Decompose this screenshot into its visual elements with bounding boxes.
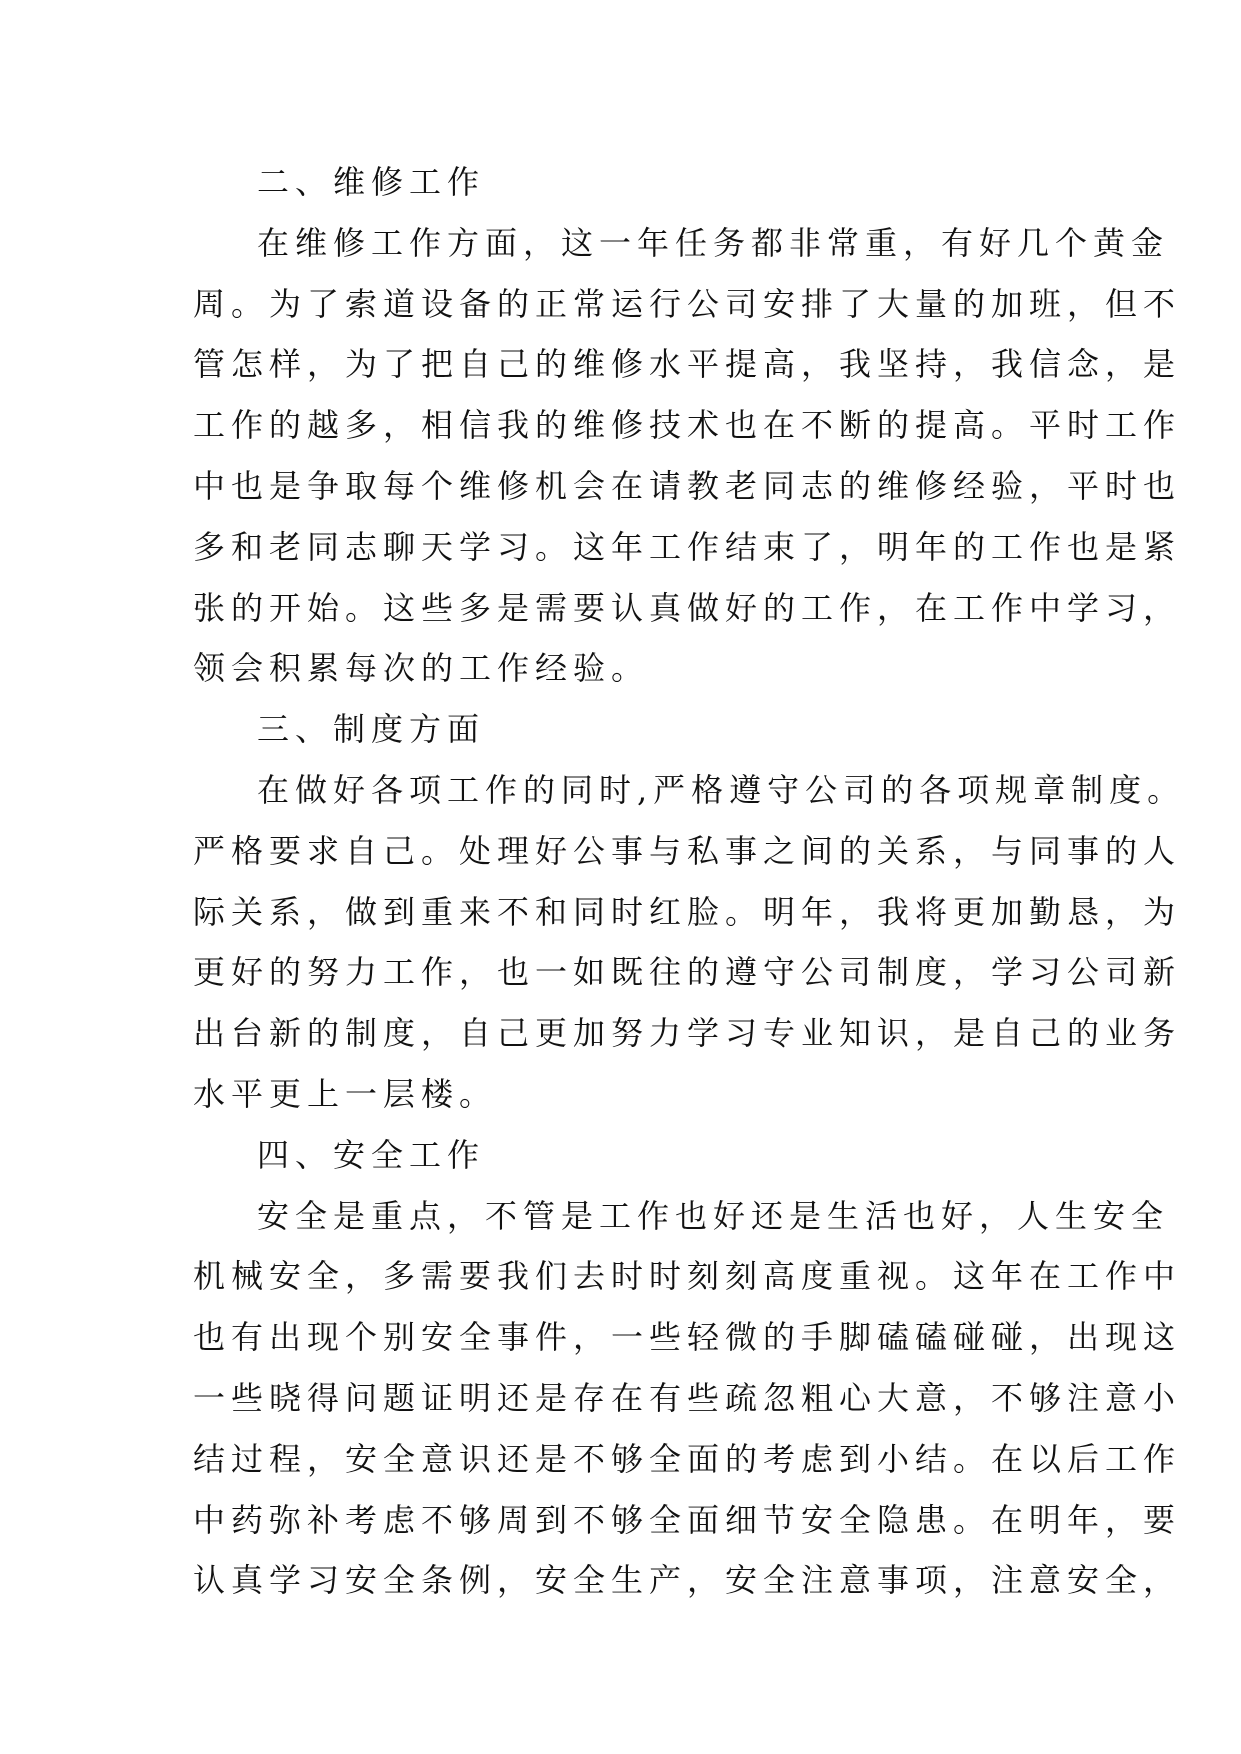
text-line: 工作的越多，相信我的维修技术也在不断的提高。平时工作 [193,406,1182,445]
text-line: 多和老同志聊天学习。这年工作结束了，明年的工作也是紧 [193,527,1182,566]
text-line: 周。为了索道设备的正常运行公司安排了大量的加班，但不 [193,284,1182,323]
text-line: 水平更上一层楼。 [193,1074,498,1113]
text-line: 一些晓得问题证明还是存在有些疏忽粗心大意，不够注意小 [193,1378,1182,1417]
text-line: 严格要求自己。处理好公事与私事之间的关系，与同事的人 [193,831,1182,870]
paragraph-start-line: 在做好各项工作的同时,严格遵守公司的各项规章制度。 [257,770,1186,809]
text-line: 中药弥补考虑不够周到不够全面细节安全隐患。在明年，要 [193,1500,1182,1539]
paragraph-start-line: 三、制度方面 [257,710,486,749]
text-line: 更好的努力工作，也一如既往的遵守公司制度，学习公司新 [193,953,1182,992]
paragraph-start-line: 在维修工作方面，这一年任务都非常重，有好几个黄金 [257,223,1170,262]
text-line: 机械安全，多需要我们去时时刻刻高度重视。这年在工作中 [193,1257,1182,1296]
text-line: 领会积累每次的工作经验。 [193,649,650,688]
paragraph-start-line: 二、维修工作 [257,163,486,201]
text-line: 管怎样，为了把自己的维修水平提高，我坚持，我信念，是 [193,345,1182,384]
text-line: 张的开始。这些多是需要认真做好的工作，在工作中学习， [193,588,1182,627]
paragraph-start-line: 四、安全工作 [257,1135,486,1174]
text-line: 出台新的制度，自己更加努力学习专业知识，是自己的业务 [193,1014,1182,1053]
text-line: 际关系，做到重来不和同时红脸。明年，我将更加勤恳，为 [193,892,1182,931]
paragraph-start-line: 安全是重点，不管是工作也好还是生活也好，人生安全 [257,1196,1170,1235]
text-line: 也有出现个别安全事件，一些轻微的手脚磕磕碰碰，出现这 [193,1318,1182,1357]
text-line: 中也是争取每个维修机会在请教老同志的维修经验，平时也 [193,466,1182,505]
text-line: 结过程，安全意识还是不够全面的考虑到小结。在以后工作 [193,1439,1182,1478]
document-body [193,152,1186,1611]
text-line: 认真学习安全条例，安全生产，安全注意事项，注意安全， [193,1561,1182,1600]
